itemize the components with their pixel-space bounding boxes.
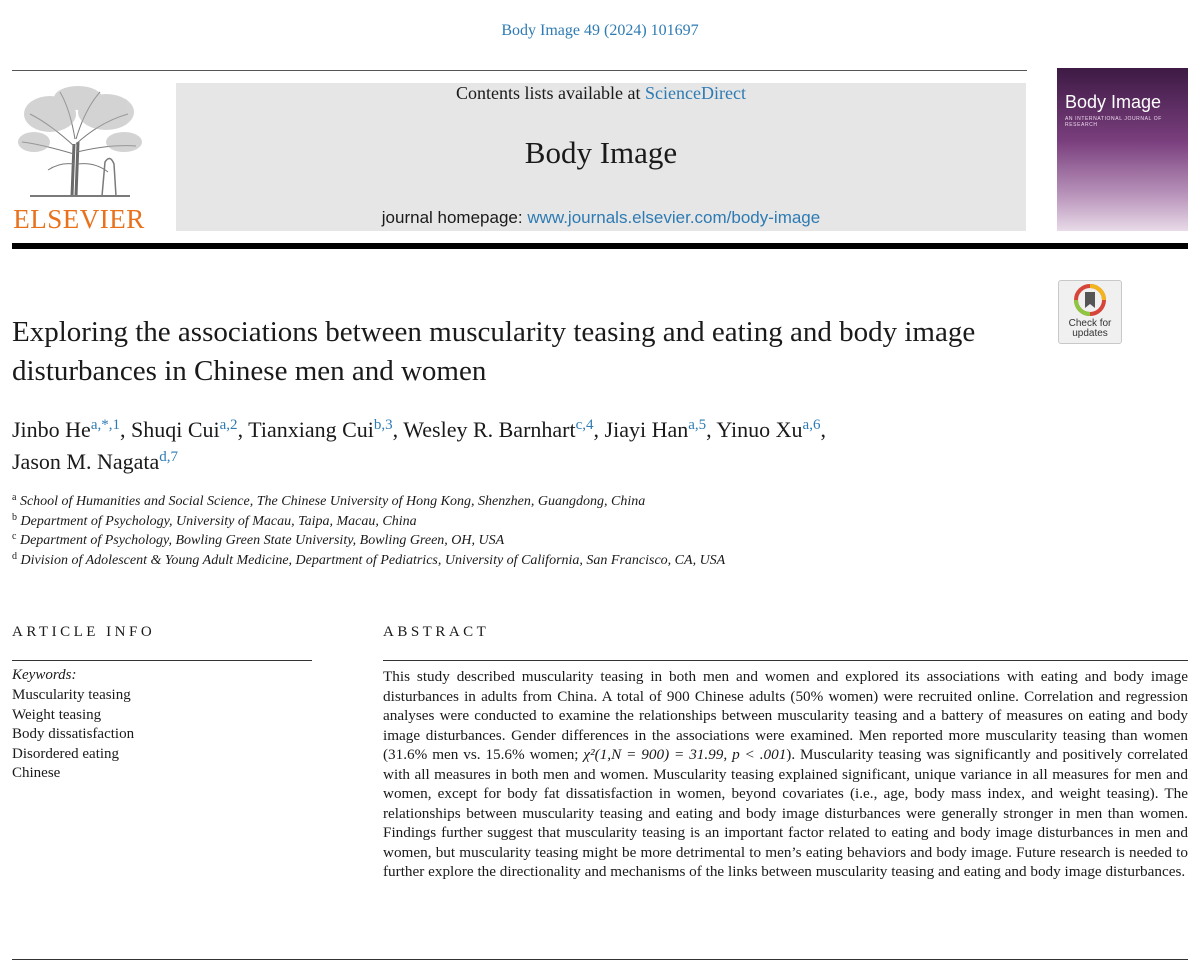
keyword-item: Body dissatisfaction [12, 726, 135, 742]
check-for-updates-button[interactable] [1058, 280, 1122, 344]
abstract-text [383, 667, 1188, 882]
keyword-list [12, 686, 134, 784]
abstract-part-1: This study described muscularity teasing in both men and women and explored its associations with eating and body image disturbances in adults from China. A total of 900 Chinese adults (50% women) were recruited online. Correlation and regression analyses were conducted to examine the relationships between muscularity teasing and a battery of measures on eating and body image disturbances. Gender differences in the associations were examined. Men reported more muscularity teasing than women (31.6% men vs. 15.6% women; [383, 668, 1188, 763]
affiliation-key: c [12, 531, 17, 542]
header-thick-rule [12, 243, 1188, 249]
bottom-rule [12, 959, 1188, 960]
journal-title: Body Image [524, 135, 678, 170]
homepage-prefix: journal homepage: [381, 208, 528, 227]
sciencedirect-link[interactable]: ScienceDirect [645, 83, 746, 103]
keyword-item: Disordered eating [12, 745, 120, 762]
contents-prefix: Contents lists available at [456, 83, 645, 103]
author-separator: , [392, 417, 404, 442]
affiliation-key: d [12, 550, 17, 562]
publisher-name: ELSEVIER [13, 204, 145, 234]
keywords-label: Keywords: [12, 667, 77, 683]
author-separator: , [706, 417, 717, 442]
author-affiliation-marker[interactable]: a,6 [802, 417, 821, 433]
affiliation-item [12, 531, 1112, 551]
journal-banner [176, 83, 1026, 231]
journal-citation[interactable]: Body Image 49 (2024) 101697 [501, 22, 699, 39]
keyword-item: Muscularity teasing [12, 687, 131, 703]
check-updates-label: Check for updates [1068, 318, 1112, 339]
author-name[interactable]: Tianxiang Cui [248, 417, 374, 442]
author-name[interactable]: Jiayi Han [604, 417, 689, 442]
abstract-rule [383, 660, 1188, 661]
author-name[interactable]: Jinbo He [12, 417, 91, 442]
article-title: Exploring the associations between muscularity teasing and eating and body image disturbances in Chinese men and women [12, 316, 976, 387]
keyword-item: Weight teasing [12, 706, 102, 723]
abstract-part-2: ). Muscularity teasing was significantly and positively correlated with all measures in both men and women. Muscularity teasing explained significant, unique variance in all measures for men and women, except for body fat dissatisfaction in women, beyond covariates (i.e., age, body mass index, and weight teasing). The relationships between muscularity teasing and eating and body image disturbances were generally stronger in men than women. Findings further suggest that muscularity teasing is an important factor related to eating and body image disturbances in men and women, but muscularity teasing might be more detrimental to men’s eating behaviors and body image. Future research is needed to further explore the directionality and mechanisms of the links between muscularity teasing and eating and body image disturbances. [383, 746, 1188, 880]
cover-title: Body Image [1065, 92, 1162, 112]
affiliation-item [12, 551, 1112, 571]
author-affiliation-marker[interactable]: a,*,1 [90, 417, 120, 433]
affiliation-text: Department of Psychology, Bowling Green State University, Bowling Green, OH, USA [19, 533, 505, 548]
keyword-item: Chinese [12, 765, 61, 781]
author-affiliation-marker[interactable]: b,3 [373, 417, 393, 433]
author-separator: , [593, 417, 605, 442]
contents-line [176, 83, 1026, 104]
affiliation-list [12, 492, 1112, 570]
affiliation-key: a [12, 492, 17, 503]
author-affiliation-marker[interactable]: d,7 [159, 449, 178, 465]
author-separator: , [820, 417, 826, 442]
author-separator: , [237, 417, 249, 442]
affiliation-text: Department of Psychology, University of Macau, Taipa, Macau, China [20, 513, 417, 529]
abstract-statistic: χ²(1,N = 900) = 31.99, p < .001 [583, 746, 787, 763]
homepage-link[interactable]: www.journals.elsevier.com/body-image [527, 208, 821, 227]
article-info-rule [12, 660, 312, 661]
author-name[interactable]: Jason M. Nagata [12, 449, 160, 474]
elsevier-logo[interactable] [10, 84, 148, 234]
affiliation-key: b [12, 511, 17, 523]
journal-cover[interactable] [1057, 68, 1188, 231]
affiliation-item [12, 492, 1112, 512]
author-affiliation-marker[interactable]: a,5 [688, 417, 707, 433]
tree-logo-icon [10, 84, 148, 202]
affiliation-text: Division of Adolescent & Young Adult Medicine, Department of Pediatrics, University of California, San Francisco, CA, USA [20, 552, 726, 568]
author-affiliation-marker[interactable]: a,2 [219, 417, 238, 433]
article-info-heading: ARTICLE INFO [12, 624, 156, 640]
header-rule [12, 70, 1027, 71]
author-name[interactable]: Yinuo Xu [716, 417, 803, 442]
author-list [12, 414, 1112, 478]
homepage-line [176, 208, 1026, 228]
author-name[interactable]: Wesley R. Barnhart [403, 417, 576, 442]
author-separator: , [120, 417, 131, 442]
affiliation-text: School of Humanities and Social Science, The Chinese University of Hong Kong, Shenzhen, Guangdong, China [19, 494, 646, 509]
author-affiliation-marker[interactable]: c,4 [575, 417, 594, 433]
cover-subtitle: AN INTERNATIONAL JOURNAL OF RESEARCH [1065, 116, 1162, 128]
author-name[interactable]: Shuqi Cui [131, 417, 220, 442]
bookmark-icon [1059, 281, 1121, 317]
abstract-heading: ABSTRACT [383, 624, 490, 640]
affiliation-item [12, 512, 1112, 532]
